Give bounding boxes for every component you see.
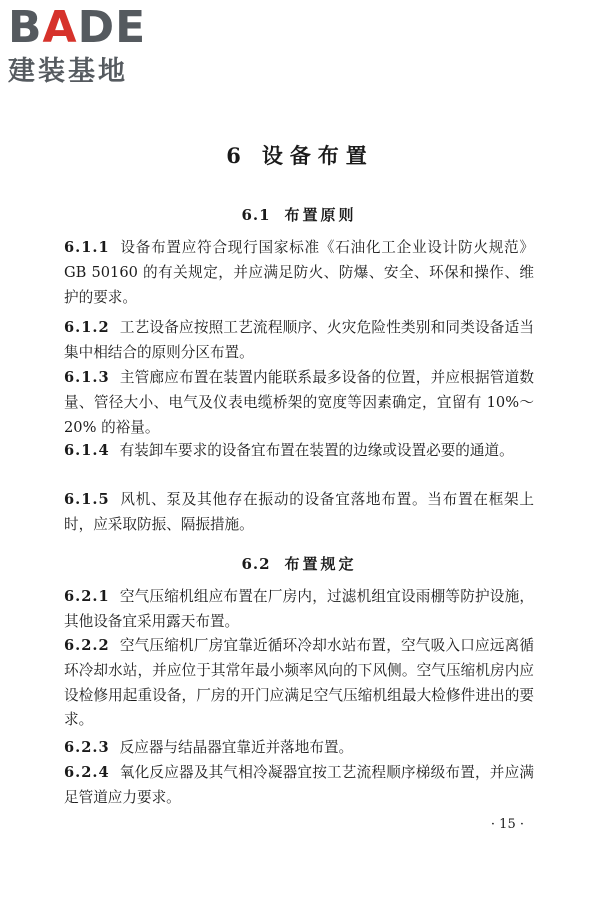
clause-6-2-2 bbox=[64, 634, 534, 733]
chapter-number: 6 bbox=[226, 143, 248, 168]
bade-logo bbox=[8, 2, 178, 90]
clause-text: 工艺设备应按照工艺流程顺序、火灾危险性类别和同类设备适当集中相结合的原则分区布置。 bbox=[64, 319, 534, 361]
clause-6-2-3 bbox=[64, 736, 534, 761]
clause-number: 6.1.1 bbox=[64, 239, 110, 256]
clause-text: 风机、泵及其他存在振动的设备宜落地布置。当布置在框架上时，应采取防振、隔振措施。 bbox=[64, 491, 534, 533]
section-title-6-2: 6.2 布置规定 bbox=[241, 555, 357, 573]
clause-6-1-1 bbox=[64, 236, 534, 310]
clause-6-1-5 bbox=[64, 488, 534, 538]
clause-number: 6.1.2 bbox=[64, 319, 110, 336]
clause-number: 6.2.2 bbox=[64, 637, 110, 654]
clause-text: 设备布置应符合现行国家标准《石油化工企业设计防火规范》GB 50160 的有关规定，并应满足防火、防爆、安全、环保和操作、维护的要求。 bbox=[64, 239, 534, 306]
clause-number: 6.1.3 bbox=[64, 369, 110, 386]
clause-text: 氧化反应器及其气相冷凝器宜按工艺流程顺序梯级布置，并应满足管道应力要求。 bbox=[64, 764, 534, 806]
chapter-title-text: 设备布置 bbox=[261, 143, 374, 168]
clause-6-1-4 bbox=[64, 439, 534, 464]
logo-accent-letter: A bbox=[42, 2, 78, 53]
logo-wordmark: BADE bbox=[8, 2, 147, 53]
clause-6-2-4 bbox=[64, 761, 534, 811]
clause-number: 6.2.3 bbox=[64, 739, 110, 756]
clause-text: 主管廊应布置在装置内能联系最多设备的位置，并应根据管道数量、管径大小、电气及仪表电缆桥架的宽度等因素确定，宜留有 10%～20% 的裕量。 bbox=[64, 369, 534, 436]
chapter-title bbox=[0, 140, 600, 170]
clause-6-1-3 bbox=[64, 366, 534, 440]
clause-text: 空气压缩机厂房宜靠近循环冷却水站布置，空气吸入口应远离循环冷却水站，并应位于其常年最小频率风向的下风侧。空气压缩机房内应设检修用起重设备，厂房的开门应满足空气压缩机组最大检修件进出的要求。 bbox=[64, 637, 534, 729]
clause-6-2-1 bbox=[64, 585, 534, 635]
page-number: · 15 · bbox=[490, 817, 524, 832]
clause-6-1-2 bbox=[64, 316, 534, 366]
clause-number: 6.1.4 bbox=[64, 442, 110, 459]
section-title-6-1: 6.1 布置原则 bbox=[241, 206, 357, 224]
clause-text: 反应器与结晶器宜靠近并落地布置。 bbox=[119, 739, 354, 756]
clause-number: 6.1.5 bbox=[64, 491, 110, 508]
clause-number: 6.2.1 bbox=[64, 588, 110, 605]
clause-number: 6.2.4 bbox=[64, 764, 110, 781]
logo-subtitle: 建装基地 bbox=[8, 56, 128, 87]
clause-text: 空气压缩机组应布置在厂房内，过滤机组宜设雨棚等防护设施，其他设备宜采用露天布置。 bbox=[64, 588, 534, 630]
clause-text: 有装卸车要求的设备宜布置在装置的边缘或设置必要的通道。 bbox=[119, 442, 514, 459]
